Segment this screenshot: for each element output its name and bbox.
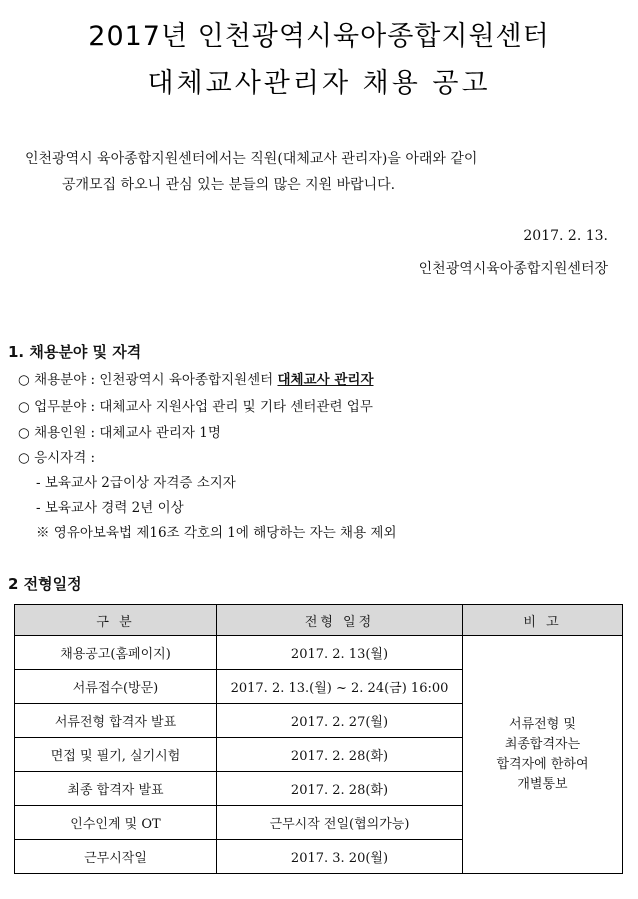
remarks-cell: [463, 636, 623, 874]
issuing-organization: 인천광역시육아종합지원센터장: [418, 261, 608, 277]
row-schedule: 2017. 2. 13(월): [217, 636, 463, 670]
qualification-item-2: - 보육교사 경력 2년 이상: [36, 500, 184, 516]
row-category: 서류접수(방문): [15, 670, 217, 704]
qualification-label: ○ 응시자격 :: [18, 450, 96, 466]
row-category: 채용공고(홈페이지): [15, 636, 217, 670]
header-category: 구 분: [15, 605, 217, 636]
row-schedule: 2017. 3. 20(월): [217, 840, 463, 874]
intro-line-2: 공개모집 하오니 관심 있는 분들의 많은 지원 바랍니다.: [62, 177, 396, 193]
row-schedule: 2017. 2. 28(화): [217, 772, 463, 806]
remarks-line: 개별통보: [517, 776, 568, 792]
section-1-heading: 1. 채용분야 및 자격: [8, 343, 142, 361]
announcement-date: 2017. 2. 13.: [523, 228, 608, 244]
table-header-row: [15, 605, 623, 636]
exclusion-note: ※ 영유아보육법 제16조 각호의 1에 해당하는 자는 채용 제외: [36, 525, 397, 541]
page-subtitle: 대체교사관리자 채용 공고: [147, 68, 491, 99]
remarks-line: 최종합격자는: [504, 736, 581, 752]
recruit-field-line: [18, 368, 374, 388]
qualification-item-1: - 보육교사 2급이상 자격증 소지자: [36, 475, 236, 491]
row-category: 인수인계 및 OT: [15, 806, 217, 840]
remarks-line: 합격자에 한하여: [496, 756, 589, 772]
section-2-heading: 2 전형일정: [8, 575, 82, 593]
header-remarks: 비 고: [463, 605, 623, 636]
row-schedule: 2017. 2. 28(화): [217, 738, 463, 772]
recruit-field-emphasis: 대체교사 관리자: [277, 372, 374, 388]
row-category: 근무시작일: [15, 840, 217, 874]
row-category: 서류전형 합격자 발표: [15, 704, 217, 738]
table-row: [15, 636, 623, 670]
header-schedule: 전형 일정: [217, 605, 463, 636]
schedule-table: [14, 604, 623, 874]
intro-line-1: 인천광역시 육아종합지원센터에서는 직원(대체교사 관리자)을 아래와 같이: [25, 151, 478, 167]
recruit-field-label: ○ 채용분야 : 인천광역시 육아종합지원센터: [18, 372, 274, 388]
row-category: 면접 및 필기, 실기시험: [15, 738, 217, 772]
row-category: 최종 합격자 발표: [15, 772, 217, 806]
row-schedule: 2017. 2. 27(월): [217, 704, 463, 738]
row-schedule: 근무시작 전일(협의가능): [217, 806, 463, 840]
row-schedule: 2017. 2. 13.(월) ~ 2. 24(금) 16:00: [217, 670, 463, 704]
remarks-line: 서류전형 및: [509, 716, 576, 732]
page-title: 2017년 인천광역시육아종합지원센터: [88, 21, 550, 52]
headcount-line: ○ 채용인원 : 대체교사 관리자 1명: [18, 425, 221, 441]
duty-line: ○ 업무분야 : 대체교사 지원사업 관리 및 기타 센터관련 업무: [18, 399, 373, 415]
